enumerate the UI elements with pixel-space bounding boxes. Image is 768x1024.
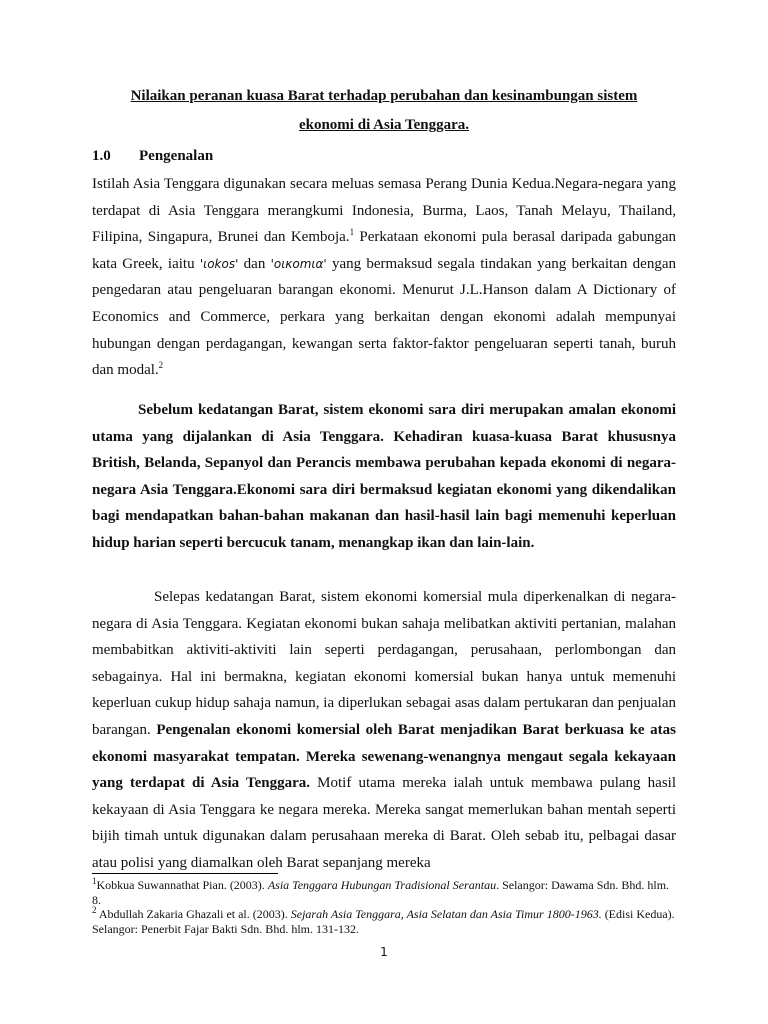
footnote-1-publisher: . Selangor: Dawama Sdn. Bhd. hlm. 8. xyxy=(92,878,670,907)
greek-term-2: 'oικomια' xyxy=(270,256,327,271)
footnote-1-book-title: Asia Tenggara Hubungan Tradisional Serantau xyxy=(267,878,497,892)
footnote-ref-1: 1 xyxy=(349,227,355,238)
footnote-2-publisher: (Edisi Kedua). Selangor: Penerbit Fajar Bakti Sdn. Bhd. hlm. 131-132. xyxy=(92,907,675,936)
paragraph-3 xyxy=(92,584,676,877)
footnote-2 xyxy=(92,907,676,936)
page-number: 1 xyxy=(380,945,388,959)
paragraph-3-bold-text: Pengenalan ekonomi komersial oleh Barat menjadikan Barat berkuasa ke atas ekonomi masyarakat tempatan. Mereka sewenang-wenangnya mengaut segala kekayaan yang terdapat di Asia Tenggara. xyxy=(92,721,676,792)
footnote-1 xyxy=(92,878,676,907)
section-heading xyxy=(92,148,213,165)
footnote-1-mark: 1 xyxy=(92,876,97,886)
footnote-1-author: Kobkua Suwannathat Pian. (2003). xyxy=(96,878,268,892)
footnote-2-mark: 2 xyxy=(92,905,97,915)
paragraph-1-text-b: Perkataan ekonomi pula berasal daripada gabungan kata Greek, iaitu xyxy=(92,229,676,272)
paragraph-1-text-d: yang bermaksud segala tindakan yang berkaitan dengan pengedaran atau pengeluaran barangan ekonomi. Menurut J.L.Hanson dalam A Dictionary of Economics and Commerce, perkara yang berkaitan dengan ekonomi adalah mempunyai hubungan dengan perdagangan, kewangan serta faktor-faktor pengeluaran seperti tanah, buruh dan modal. xyxy=(92,255,676,379)
document-title-line-1: Nilaikan peranan kuasa Barat terhadap perubahan dan kesinambungan sistem xyxy=(130,88,638,104)
footnote-ref-2: 2 xyxy=(158,360,164,371)
greek-term-1: 'ιokos' xyxy=(199,256,239,271)
section-number: 1.0 xyxy=(92,148,111,164)
paragraph-1-text-a: Istilah Asia Tenggara digunakan secara meluas semasa Perang Dunia Kedua.Negara-negara yang terdapat di Asia Tenggara merangkumi Indonesia, Burma, Laos, Tanah Melayu, Thailand, Filipina, Singapura, Brunei dan Kemboja. xyxy=(92,176,676,246)
paragraph-1 xyxy=(92,171,676,384)
paragraph-3-text-b: Motif utama mereka ialah untuk membawa pulang hasil kekayaan di Asia Tenggara ke negara mereka. Mereka sangat memerlukan bahan mentah seperti bijih timah untuk digunakan dalam perusahaan mereka di Barat. Oleh sebab itu, pelbagai dasar atau polisi yang diamalkan oleh Barat sepanjang mereka xyxy=(92,775,676,871)
paragraph-2: Sebelum kedatangan Barat, sistem ekonomi sara diri merupakan amalan ekonomi utama yang dijalankan di Asia Tenggara. Kehadiran kuasa-kuasa Barat khususnya British, Belanda, Sepanyol dan Perancis membawa perubahan kepada ekonomi di negara-negara Asia Tenggara.Ekonomi sara diri bermaksud kegiatan ekonomi yang dikendalikan bagi mendapatkan bahan-bahan makanan dan hasil-hasil lain bagi memenuhi keperluan hidup harian seperti bercucuk tanam, menangkap ikan dan lain-lain. xyxy=(92,402,676,551)
paragraph-3-text-a: Selepas kedatangan Barat, sistem ekonomi komersial mula diperkenalkan di negara-negara di Asia Tenggara. Kegiatan ekonomi bukan sahaja melibatkan aktiviti pertanian, malahan membabitkan aktiviti-aktiviti lain seperti perdagangan, perusahaan, perlombongan dan sebagainya. Hal ini bermakna, kegiatan ekonomi komersial bukan hanya untuk memenuhi keperluan cukup hidup sahaja namun, ia diperlukan sebagai asas dalam pertukaran dan penjualan barangan. xyxy=(92,589,676,738)
footnote-2-book-title: Sejarah Asia Tenggara, Asia Selatan dan Asia Timur 1800-1963. xyxy=(290,907,602,921)
footnote-separator xyxy=(92,873,278,874)
footnote-2-author: Abdullah Zakaria Ghazali et al. (2003). xyxy=(96,907,291,921)
paragraph-1-text-c: dan xyxy=(238,255,271,272)
document-title-line-2: ekonomi di Asia Tenggara. xyxy=(298,117,470,133)
section-title: Pengenalan xyxy=(139,148,214,164)
